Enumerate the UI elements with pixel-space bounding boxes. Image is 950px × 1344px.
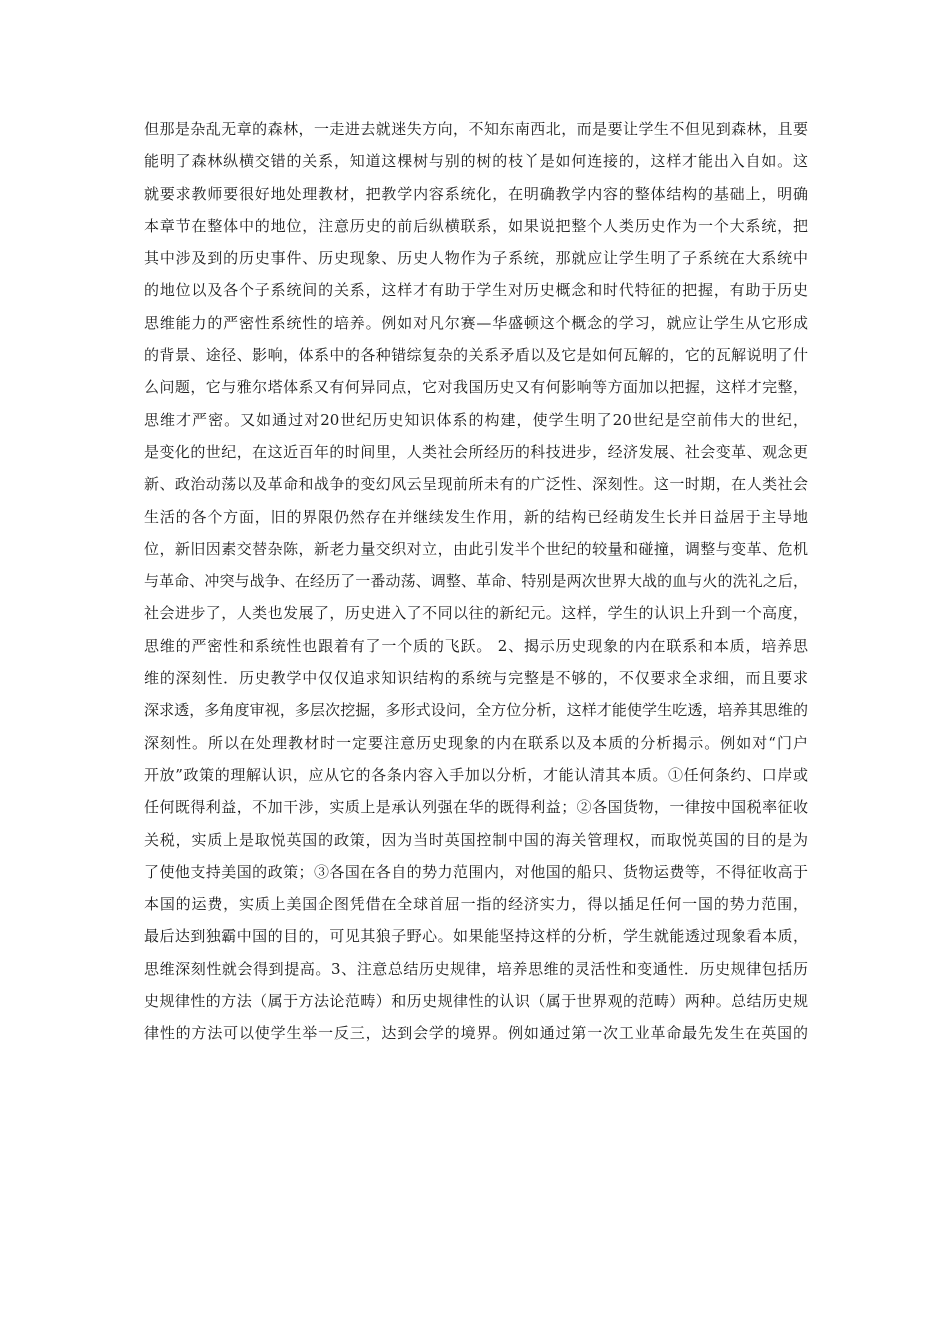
text-line: 与革命、冲突与战争、在经历了一番动荡、调整、革命、特别是两次世界大战的血与火的洗礼之后， <box>144 572 808 591</box>
text-line: 关税，实质上是取悦英国的政策，因为当时英国控制中国的海关管理权，而取悦英国的目的是为 <box>144 830 808 849</box>
text-line: 的地位以及各个子系统间的关系，这样才有助于学生对历史概念和时代特征的把握，有助于历史 <box>144 281 808 300</box>
text-line: 就要求教师要很好地处理教材，把教学内容系统化，在明确教学内容的整体结构的基础上，明确 <box>144 184 808 203</box>
text-line: 新、政治动荡以及革命和战争的变幻风云呈现前所未有的广泛性、深刻性。这一时期，在人类社会 <box>144 475 808 494</box>
text-line: 开放”政策的理解认识，应从它的各条内容入手加以分析，才能认清其本质。①任何条约、口岸或 <box>144 765 808 784</box>
text-line: 但那是杂乱无章的森林，一走进去就迷失方向，不知东南西北，而是要让学生不但见到森林，且要 <box>144 120 808 138</box>
text-line: 生活的各个方面，旧的界限仍然存在并继续发生作用，新的结构已经萌发生长并日益居于主导地 <box>144 507 808 526</box>
text-line: 维的深刻性．历史教学中仅仅追求知识结构的系统与完整是不够的，不仅要求全求细，而且要求 <box>144 669 808 688</box>
text-line: 思维才严密。又如通过对20世纪历史知识体系的构建，使学生明了20世纪是空前伟大的世纪， <box>144 410 808 429</box>
text-line: 深求透，多角度审视，多层次挖掘，多形式设问，全方位分析，这样才能使学生吃透，培养其思维的 <box>144 701 808 720</box>
text-line: 史规律性的方法（属于方法论范畴）和历史规律性的认识（属于世界观的范畴）两种。总结历史规 <box>144 992 808 1011</box>
text-line: 是变化的世纪，在这近百年的时间里，人类社会所经历的科技进步，经济发展、社会变革、观念更 <box>144 442 808 461</box>
text-line: 思维的严密性和系统性也跟着有了一个质的飞跃。 2、揭示历史现象的内在联系和本质，培养思 <box>144 636 808 655</box>
text-line: 思维能力的严密性系统性的培养。例如对凡尔赛—华盛顿这个概念的学习，就应让学生从它形成 <box>144 313 808 332</box>
text-line: 社会进步了，人类也发展了，历史进入了不同以往的新纪元。这样，学生的认识上升到一个高度， <box>144 604 808 623</box>
body-text <box>144 113 808 1050</box>
text-line: 能明了森林纵横交错的关系，知道这棵树与别的树的枝丫是如何连接的，这样才能出入自如。这 <box>144 152 808 171</box>
text-line: 律性的方法可以使学生举一反三，达到会学的境界。例如通过第一次工业革命最先发生在英国的 <box>144 1024 808 1043</box>
text-line: 么问题，它与雅尔塔体系又有何异同点，它对我国历史又有何影响等方面加以把握，这样才完整， <box>144 378 808 397</box>
text-line: 任何既得利益，不加干涉，实质上是承认列强在华的既得利益；②各国货物，一律按中国税率征收 <box>144 798 808 817</box>
text-line: 了使他支持美国的政策；③各国在各自的势力范围内，对他国的船只、货物运费等，不得征收高于 <box>144 862 808 881</box>
text-line: 深刻性。所以在处理教材时一定要注意历史现象的内在联系以及本质的分析揭示。例如对“门户 <box>144 733 808 752</box>
text-line: 的背景、途径、影响，体系中的各种错综复杂的关系矛盾以及它是如何瓦解的，它的瓦解说明了什 <box>144 346 808 365</box>
text-line: 思维深刻性就会得到提高。3、注意总结历史规律，培养思维的灵活性和变通性．历史规律包括历 <box>144 959 808 978</box>
text-line: 位，新旧因素交替杂陈，新老力量交织对立，由此引发半个世纪的较量和碰撞，调整与变革、危机 <box>144 539 808 558</box>
text-line: 本国的运费，实质上美国企图凭借在全球首屈一指的经济实力，得以插足任何一国的势力范围， <box>144 895 808 914</box>
text-line: 最后达到独霸中国的目的，可见其狼子野心。如果能坚持这样的分析，学生就能透过现象看本质， <box>144 927 808 946</box>
text-line: 其中涉及到的历史事件、历史现象、历史人物作为子系统，那就应让学生明了子系统在大系统中 <box>144 249 808 268</box>
text-line: 本章节在整体中的地位，注意历史的前后纵横联系，如果说把整个人类历史作为一个大系统，把 <box>144 216 808 235</box>
